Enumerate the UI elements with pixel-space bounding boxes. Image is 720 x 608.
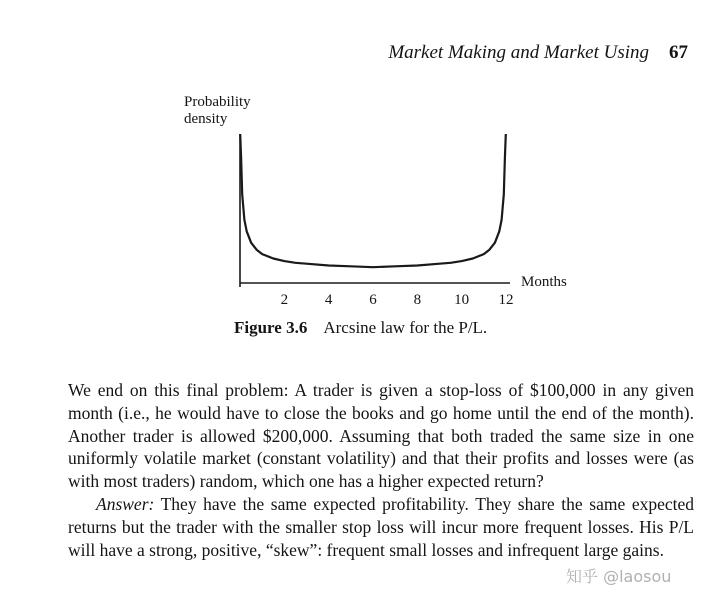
answer-text: They have the same expected profitability. They share the same expected returns but the trader with the smaller stop loss will incur more frequent losses. His P/L will have a strong, positive, “skew”: frequent small losses and infrequent large gains.: [68, 493, 694, 560]
watermark: 知乎 @laosou: [566, 567, 672, 586]
running-head-title: Market Making and Market Using: [388, 42, 649, 63]
x-axis-label: Months: [521, 274, 567, 290]
x-tick-label: 12: [498, 292, 514, 308]
figure-caption-text: Arcsine law for the P/L.: [323, 318, 488, 337]
density-curve: [240, 134, 506, 267]
figure-caption: [234, 318, 487, 338]
page-number: 67: [669, 42, 688, 63]
x-ticks: [281, 292, 514, 308]
answer-label: Answer:: [96, 493, 155, 514]
x-tick-label: 10: [454, 292, 470, 308]
x-tick-label: 4: [324, 292, 333, 308]
body-text: [68, 379, 694, 561]
figure-label: Figure 3.6: [234, 318, 308, 337]
x-tick-label: 6: [369, 292, 377, 308]
paragraph-answer: [68, 493, 694, 561]
paragraph-problem: We end on this final problem: A trader is given a stop-loss of $100,000 in any given month (i.e., he would have to close the books and go home until the end of the month). Another trader is allowed $200,000. Assuming that both traded the same size in one uniformly volatile market (constant volatility) and that their profits and losses were (as with most traders) random, which one has a higher expected return?: [68, 380, 694, 492]
x-tick-label: 2: [280, 292, 289, 308]
chart-y-axis-label: Probability density: [184, 94, 251, 126]
x-tick-label: 8: [413, 292, 422, 308]
